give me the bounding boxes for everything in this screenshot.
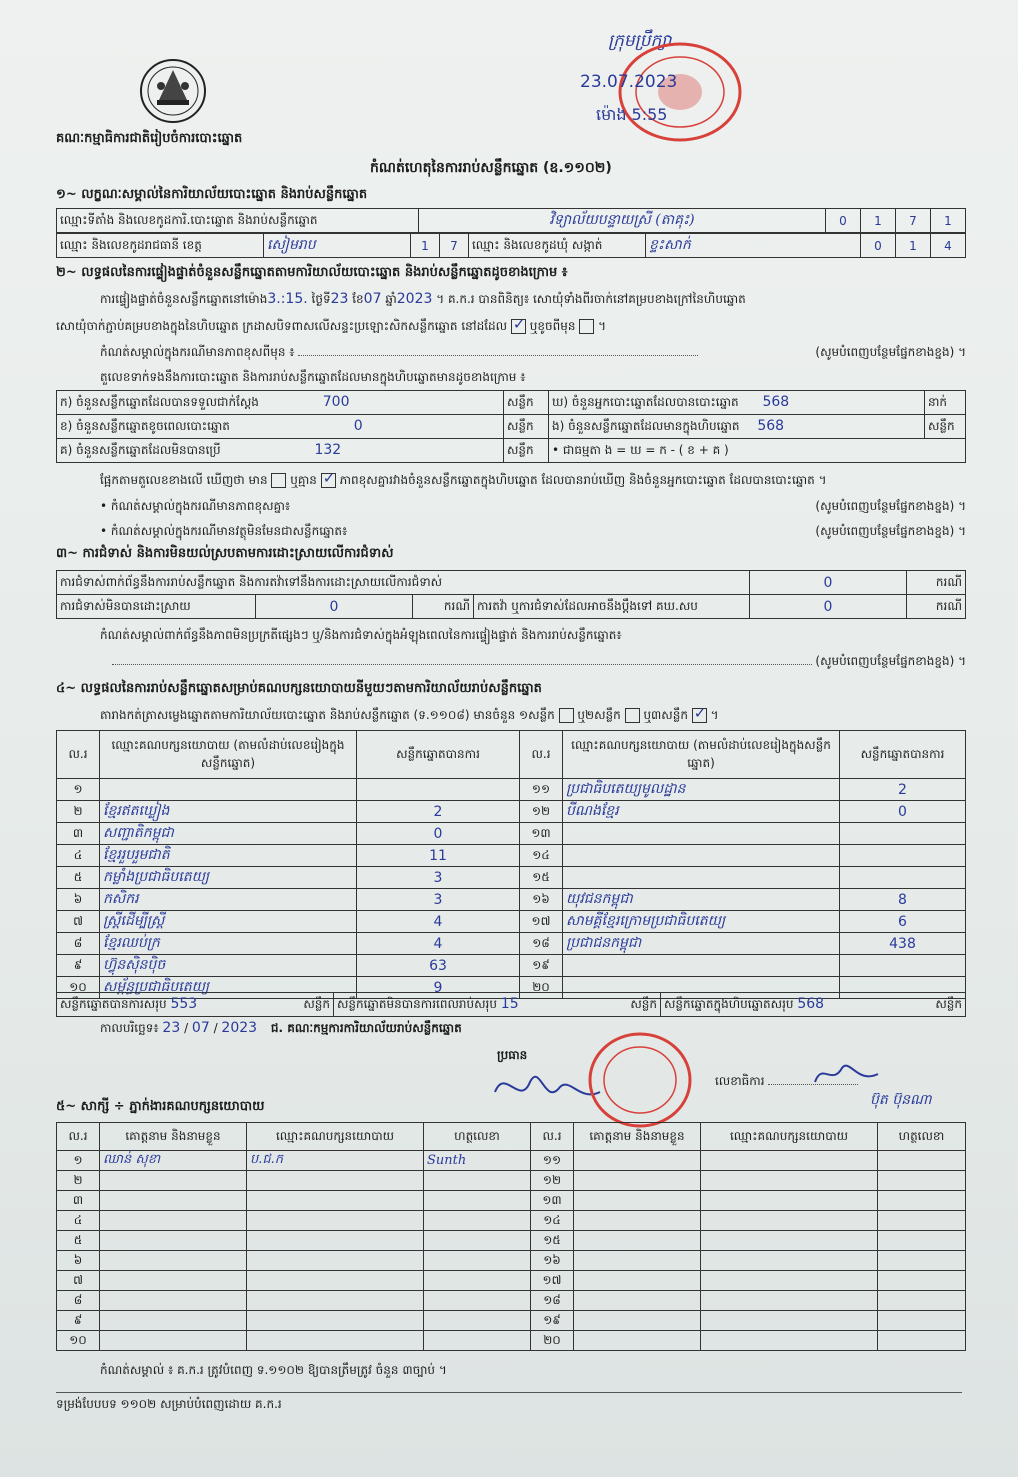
party-name: កម្លាំងប្រជាធិបតេយ្យ [100, 867, 357, 889]
unresolved-unit: ករណី [413, 595, 474, 619]
witness-no: ១៥ [531, 1231, 574, 1251]
wit-col-name-right: គោត្តនាម និងនាមខ្លួន [574, 1123, 701, 1151]
two-sheets-checkbox[interactable] [625, 708, 640, 723]
witness-no: ៤ [57, 1211, 100, 1231]
total-invalid-value: 15 [500, 995, 519, 1012]
witness-row [57, 1171, 966, 1191]
in-box-value: 568 [757, 417, 785, 434]
witness-name [100, 1251, 247, 1271]
party-no: ៣ [57, 823, 100, 845]
witness-name [574, 1151, 701, 1171]
verification-line1 [100, 291, 970, 309]
party-votes: 4 [357, 911, 520, 933]
party-no: ១៦ [520, 889, 563, 911]
appeal-unit: ករណី [907, 595, 966, 619]
section4-heading: ៤~ លទ្ធផលនៃការរាប់សន្លឹកឆ្នោតសម្រាប់គណបក្សនយោបាយនីមួយៗតាមការិយាល័យរាប់សន្លឹកឆ្នោត [56, 681, 542, 696]
party-votes: 9 [357, 977, 520, 999]
witness-no: ៩ [57, 1311, 100, 1331]
verification-year-label: ឆ្នាំ [385, 292, 397, 306]
unresolved-label: ការជំទាស់មិនបានដោះស្រាយ [57, 595, 256, 619]
verification-text: ។ គ.ក.រ បានពិនិត្យ៖ សោយុំទាំងពីរចាក់នៅគម្របខាងក្រៅនៃហិបឆ្នោត [436, 292, 746, 306]
province-code-2: 7 [440, 234, 469, 258]
one-sheet-checkbox[interactable] [559, 708, 574, 723]
verification-day-label: ថ្ងៃទី [311, 292, 331, 306]
witness-no: ១ [57, 1151, 100, 1171]
total-valid-value: 553 [170, 995, 198, 1012]
witness-signature [424, 1271, 531, 1291]
party-votes: 11 [357, 845, 520, 867]
col-party-right: ឈ្មោះគណបក្សនយោបាយ (តាមលំដាប់លេខរៀងក្នុងសន្លឹកឆ្នោត) [563, 731, 840, 779]
party-row [57, 801, 966, 823]
witness-signature [878, 1171, 966, 1191]
witness-no: ១៨ [531, 1291, 574, 1311]
province-value: សៀមរាប [264, 234, 411, 258]
secretary-name: ប៊ុត ប៊ុនណា [870, 1092, 932, 1108]
party-no: ១ [57, 779, 100, 801]
party-no: ១៤ [520, 845, 563, 867]
party-votes: 2 [357, 801, 520, 823]
verification-time: 3.:15. [267, 291, 308, 307]
party-name: សាមគ្គីខ្មែរក្រោមប្រជាធិបតេយ្យ [563, 911, 840, 933]
witness-party [247, 1191, 424, 1211]
two-sheets-label: ឬ២សន្លឹក [577, 708, 621, 722]
party-row [57, 867, 966, 889]
verification-day: 23 [330, 291, 349, 307]
witness-no: ២ [57, 1171, 100, 1191]
signing-date-label: កាលបរិច្ឆេទ៖ [100, 1021, 159, 1035]
witness-no: ៨ [57, 1291, 100, 1311]
col-votes-right: សន្លឹកឆ្នោតបានការ [840, 731, 966, 779]
party-no: ១៨ [520, 933, 563, 955]
witness-no: ១៩ [531, 1311, 574, 1331]
party-no: ៩ [57, 955, 100, 977]
committee-label: ជ. គណៈកម្មការការិយាល័យរាប់សន្លឹកឆ្នោត [270, 1021, 462, 1035]
in-box-label: ង) ចំនួនសន្លឹកឆ្នោតដែលមានក្នុងហិបឆ្នោត [552, 418, 740, 433]
document-title: កំណត់ហេតុនៃការរាប់សន្លឹកឆ្នោត (ឧ.១១០២) [370, 160, 612, 176]
witness-name [100, 1171, 247, 1191]
col-no-right: ល.រ [520, 731, 563, 779]
section3-heading: ៣~ ការជំទាស់ និងការមិនយល់ស្របតាមការដោះស្រាយលើការជំទាស់ [56, 546, 394, 561]
party-name [563, 955, 840, 977]
witness-no: ៥ [57, 1231, 100, 1251]
witness-name [100, 1191, 247, 1211]
formula: • ជាធម្មតា ង = ឃ = ក - ( ខ + គ ) [549, 439, 966, 463]
party-votes: 8 [840, 889, 966, 911]
appeal-label: ការតវ៉ា ឬការជំទាស់ដែលអាចនឹងប្តឹងទៅ គឃ.សប [474, 595, 750, 619]
witness-name [574, 1271, 701, 1291]
irregularity-fill [56, 653, 966, 671]
witness-signature [424, 1291, 531, 1311]
witness-signature [878, 1231, 966, 1251]
party-votes: 63 [357, 955, 520, 977]
witness-signature [424, 1311, 531, 1331]
witness-party [701, 1311, 878, 1331]
witness-name [100, 1291, 247, 1311]
location-label: ឈ្មោះទីតាំង និងលេខកូដការិ.បោះឆ្នោត និងរាប់សន្លឹកឆ្នោត [57, 209, 419, 233]
received-value: 700 [322, 393, 350, 410]
party-votes: 0 [840, 801, 966, 823]
committee-stamp-icon [585, 1030, 695, 1130]
verification-time-label: ការផ្ទៀងផ្ទាត់ចំនួនសន្លឹកឆ្នោតនៅម៉ោង [100, 292, 268, 306]
party-votes: 3 [357, 889, 520, 911]
party-name: ខ្មែររួបរួមជាតិ [100, 845, 357, 867]
witness-signature [878, 1331, 966, 1351]
wit-col-sig-left: ហត្ថលេខា [424, 1123, 531, 1151]
appeal-value: 0 [750, 595, 907, 619]
col-votes-left: សន្លឹកឆ្នោតបានការ [357, 731, 520, 779]
org-name: គណៈកម្មាធិការជាតិរៀបចំការបោះឆ្នោត [56, 131, 243, 146]
voters-value: 568 [762, 393, 790, 410]
three-sheets-label: ឬ៣សន្លឹក [643, 708, 688, 722]
nec-emblem-icon [137, 56, 209, 126]
unused-unit: សន្លឹក [504, 439, 549, 463]
witness-name [574, 1171, 701, 1191]
location-value: វិទ្យាល័យបន្ទាយស្រី (តាគុះ) [419, 209, 826, 233]
witness-party [701, 1191, 878, 1211]
no-difference-checkbox[interactable] [321, 473, 336, 488]
spoiled-value: 0 [353, 417, 363, 434]
witness-party [701, 1151, 878, 1171]
witness-no: ១៦ [531, 1251, 574, 1271]
party-name: ស្ត្រីដើម្បីស្ត្រី [100, 911, 357, 933]
witness-party [247, 1251, 424, 1271]
witness-no: ១៧ [531, 1271, 574, 1291]
party-row [57, 933, 966, 955]
received-unit: សន្លឹក [504, 391, 549, 415]
witness-name [574, 1311, 701, 1331]
witness-note: កំណត់សម្គាល់ ៖ គ.ក.រ ត្រូវបំពេញ ទ.១១០២ ឱ្យបានត្រឹមត្រូវ ចំនួន ៣ច្បាប់ ។ [100, 1363, 447, 1377]
total-box-label: សន្លឹកឆ្នោតក្នុងហិបឆ្នោតសរុប [664, 996, 794, 1011]
witness-signature [424, 1331, 531, 1351]
party-votes [840, 867, 966, 889]
secretary-label: លេខាធិការ [715, 1074, 765, 1088]
in-box-unit: សន្លឹក [925, 415, 966, 439]
party-votes [840, 845, 966, 867]
party-name: ខ្មែរឥតឃ្លៀង [100, 801, 357, 823]
witness-name [574, 1211, 701, 1231]
witness-row [57, 1251, 966, 1271]
witness-no: ១១ [531, 1151, 574, 1171]
witness-name [574, 1231, 701, 1251]
commune-code-2: 1 [896, 234, 931, 258]
spoiled-unit: សន្លឹក [504, 415, 549, 439]
witness-table [56, 1122, 966, 1351]
witness-party [247, 1171, 424, 1191]
witness-row [57, 1151, 966, 1171]
witness-no: ២០ [531, 1331, 574, 1351]
section2-heading: ២~ លទ្ធផលនៃការផ្ទៀងផ្ទាត់ចំនួនសន្លឹកឆ្នោតតាមការិយាល័យបោះឆ្នោត និងរាប់សន្លឹកឆ្នោតដូចខាងក្រោម ៖ [56, 265, 568, 280]
witness-name [100, 1331, 247, 1351]
verification-year: 2023 [396, 291, 433, 307]
witness-party: ប.ជ.ក [247, 1151, 424, 1171]
witness-row [57, 1271, 966, 1291]
wit-col-sig-right: ហត្ថលេខា [878, 1123, 966, 1151]
witness-party [701, 1331, 878, 1351]
location-table [56, 208, 966, 233]
signing-year: 2023 [221, 1020, 258, 1036]
witness-no: ៦ [57, 1251, 100, 1271]
commune-label: ឈ្មោះ និងលេខកូដឃុំ សង្កាត់ [469, 234, 646, 258]
party-row [57, 955, 966, 977]
commune-code-3: 4 [931, 234, 966, 258]
witness-row [57, 1311, 966, 1331]
section5-heading: ៥~ សាក្សី ÷ ភ្នាក់ងារគណបក្សនយោបាយ [56, 1099, 265, 1114]
party-no: ៤ [57, 845, 100, 867]
party-row [57, 889, 966, 911]
witness-no: ១២ [531, 1171, 574, 1191]
party-no: ៨ [57, 933, 100, 955]
wit-col-no-right: ល.រ [531, 1123, 574, 1151]
bullet-difference-label: • កំណត់សម្គាល់ក្នុងករណីមានភាពខុសគ្នា៖ [100, 499, 291, 513]
location-code-3: 7 [896, 209, 931, 233]
witness-row [57, 1331, 966, 1351]
total-valid-label: សន្លឹកឆ្នោតបានការសរុប [60, 996, 167, 1011]
col-no-left: ល.រ [57, 731, 100, 779]
tally-sheet-text: តារាងកត់ត្រាសម្លេងឆ្នោតតាមការិយាល័យបោះឆ្នោត និងរាប់សន្លឹកឆ្នោត (ទ.១១០៨) មានចំនួន ១សន្លឹក [100, 708, 555, 722]
witness-party [701, 1291, 878, 1311]
stamp-handwriting-top: ក្រុមប្រឹក្សា [608, 31, 672, 51]
party-row [57, 911, 966, 933]
secretary-signature-icon [812, 1060, 882, 1088]
witness-name [100, 1311, 247, 1331]
location-code-4: 1 [931, 209, 966, 233]
witness-row [57, 1231, 966, 1251]
province-table [56, 233, 966, 258]
party-name: កសិករ [100, 889, 357, 911]
bullet-foreign [100, 523, 966, 541]
compare-has-label: ផ្អែកតាមតួលេខខាងលើ ឃើញថា មាន [100, 473, 268, 487]
party-no: ១៩ [520, 955, 563, 977]
bullet-difference-fill: (សូមបំពេញបន្ថែមផ្នែកខាងខ្នង) ។ [815, 499, 966, 513]
received-label: ក) ចំនួនសន្លឹកឆ្នោតដែលបានទទួលជាក់ស្តែង [60, 394, 259, 409]
difference-note-fill: (សូមបំពេញបន្ថែមផ្នែកខាងខ្នង) ។ [815, 345, 966, 359]
witness-signature [424, 1211, 531, 1231]
party-no: ៥ [57, 867, 100, 889]
party-name: យុវជនកម្ពុជា [563, 889, 840, 911]
witness-signature [878, 1151, 966, 1171]
party-results-table [56, 730, 966, 999]
party-row [57, 823, 966, 845]
voters-unit: នាក់ [925, 391, 966, 415]
party-votes [357, 779, 520, 801]
verification-month: 07 [363, 291, 382, 307]
witness-name [574, 1291, 701, 1311]
witness-signature [424, 1231, 531, 1251]
witness-signature: Sunth [424, 1151, 531, 1171]
has-difference-checkbox[interactable] [271, 473, 286, 488]
witness-party [247, 1271, 424, 1291]
witness-name [100, 1211, 247, 1231]
witness-signature [424, 1191, 531, 1211]
commune-code-1: 0 [861, 234, 896, 258]
intact-checkbox[interactable] [511, 319, 526, 334]
objection-unit: ករណី [907, 571, 966, 595]
damaged-checkbox[interactable] [579, 319, 594, 334]
compare-text: ភាពខុសគ្នារវាងចំនួនសន្លឹកឆ្នោតក្នុងហិបឆ្នោត ដែលបានរាប់ឃើញ និងចំនួនអ្នកបោះឆ្នោត ដែលបានបោះឆ្នោត ។ [339, 473, 827, 487]
ballot-count-table [56, 390, 966, 463]
witness-party [701, 1231, 878, 1251]
party-votes [840, 955, 966, 977]
footer-rule [56, 1392, 962, 1393]
totals-table [56, 992, 966, 1017]
party-name [563, 845, 840, 867]
signing-month: 07 [191, 1020, 210, 1036]
witness-name: ឈាន់ សុខា [100, 1151, 247, 1171]
party-votes [840, 823, 966, 845]
party-votes: 4 [357, 933, 520, 955]
witness-party [701, 1211, 878, 1231]
party-no: ១៧ [520, 911, 563, 933]
party-name: បីណងខ្មែរ [563, 801, 840, 823]
wit-col-party-left: ឈ្មោះគណបក្សនយោបាយ [247, 1123, 424, 1151]
three-sheets-checkbox[interactable] [692, 708, 707, 723]
total-box-unit: សន្លឹក [935, 996, 962, 1011]
compare-line [100, 472, 827, 490]
bullet-foreign-fill: (សូមបំពេញបន្ថែមផ្នែកខាងខ្នង) ។ [815, 524, 966, 538]
total-box-value: 568 [797, 995, 825, 1012]
party-name [563, 867, 840, 889]
witness-no: ១៣ [531, 1191, 574, 1211]
party-no: ១៣ [520, 823, 563, 845]
compare-none-label: ឬគ្មាន [290, 473, 317, 487]
footer-text: ទម្រង់បែបបទ ១១០២ សម្រាប់បំពេញដោយ គ.ក.រ [56, 1397, 282, 1411]
party-no: ២ [57, 801, 100, 823]
witness-party [247, 1211, 424, 1231]
chair-label: ប្រធាន [497, 1048, 528, 1062]
witness-signature [878, 1211, 966, 1231]
commune-value: ខ្ទះសាក់ [646, 234, 861, 258]
party-no: ៦ [57, 889, 100, 911]
party-votes: 6 [840, 911, 966, 933]
witness-party [701, 1171, 878, 1191]
objection-label: ការជំទាស់ពាក់ព័ន្ធនឹងការរាប់សន្លឹកឆ្នោត និងការតវ៉ាទៅនឹងការដោះស្រាយលើការជំទាស់ [57, 571, 750, 595]
witness-signature [878, 1191, 966, 1211]
witness-name [100, 1271, 247, 1291]
objection-value: 0 [750, 571, 907, 595]
total-invalid-unit: សន្លឹក [630, 996, 657, 1011]
party-name: សម្ព័ន្ធប្រជាធិបតេយ្យ [100, 977, 357, 999]
witness-no: ១០ [57, 1331, 100, 1351]
witness-no: ១៤ [531, 1211, 574, 1231]
party-name: ប្រជាធិបតេយ្យមូលដ្ឋាន [563, 779, 840, 801]
bullet-foreign-label: • កំណត់សម្គាល់ក្នុងករណីមានវត្ថុមិនមែនជាសន្លឹកឆ្នោត៖ [100, 524, 348, 538]
witness-no: ៣ [57, 1191, 100, 1211]
witness-signature [878, 1271, 966, 1291]
party-row [57, 779, 966, 801]
spoiled-label: ខ) ចំនួនសន្លឹកឆ្នោតខូចពេលបោះឆ្នោត [60, 418, 230, 433]
wit-col-party-right: ឈ្មោះគណបក្សនយោបាយ [701, 1123, 878, 1151]
witness-party [701, 1251, 878, 1271]
party-no: ១២ [520, 801, 563, 823]
witness-name [574, 1331, 701, 1351]
total-valid-unit: សន្លឹក [303, 996, 330, 1011]
party-votes: 0 [357, 823, 520, 845]
voters-label: ឃ) ចំនួនអ្នកបោះឆ្នោតដែលបានបោះឆ្នោត [552, 394, 739, 409]
irregularity-note: កំណត់សម្គាល់ពាក់ព័ន្ធនឹងភាពមិនប្រក្រតីផ្សេងៗ ឬ/និងការជំទាស់ក្នុងអំឡុងពេលនៃការផ្ទៀងផ្ទាត់ និងការរាប់សន្លឹកឆ្នោត៖ [100, 628, 622, 642]
col-party-left: ឈ្មោះគណបក្សនយោបាយ (តាមលំដាប់លេខរៀងក្នុងសន្លឹកឆ្នោត) [100, 731, 357, 779]
witness-name [100, 1231, 247, 1251]
official-stamp-icon [612, 40, 742, 145]
verification-line2: សោយុំចាក់ភ្ជាប់គម្របខាងក្នុងនៃហិបឆ្នោត ក្រដាសបិទពាសលើសន្ទះប្រឡោះសិកសន្លឹកឆ្នោត នៅដដែល ✓ ឬខូចពីមុន ។ [56, 318, 606, 336]
difference-note [100, 344, 966, 362]
section1-heading: ១~ លក្ខណៈសម្គាល់នៃការិយាល័យបោះឆ្នោត និងរាប់សន្លឹកឆ្នោត [56, 187, 368, 202]
witness-party [247, 1231, 424, 1251]
stamp-date: 23.07.2023 [580, 72, 678, 92]
table-intro: តួលេខទាក់ទងនឹងការបោះឆ្នោត និងការរាប់សន្លឹកឆ្នោតដែលមានក្នុងហិបឆ្នោតមានដូចខាងក្រោម ៖ [100, 370, 526, 384]
bullet-difference [100, 498, 966, 516]
witness-row [57, 1291, 966, 1311]
party-name [100, 779, 357, 801]
witness-row [57, 1211, 966, 1231]
province-code-1: 1 [411, 234, 440, 258]
damaged-label: ឬខូចពីមុន [529, 319, 576, 333]
witness-row [57, 1191, 966, 1211]
witness-signature [878, 1291, 966, 1311]
location-code-1: 0 [826, 209, 861, 233]
total-invalid-label: សន្លឹកឆ្នោតមិនបានការពេលរាប់សរុប [337, 996, 497, 1011]
stamp-time: ម៉ោង 5:55 [596, 105, 668, 124]
party-votes: 438 [840, 933, 966, 955]
party-name: សញ្ជាតិកម្ពុជា [100, 823, 357, 845]
irregularity-fill-text: (សូមបំពេញបន្ថែមផ្នែកខាងខ្នង) ។ [815, 654, 966, 668]
location-code-2: 1 [861, 209, 896, 233]
verification-month-label: ខែ [352, 292, 364, 306]
difference-note-label: កំណត់សម្គាល់ក្នុងករណីមានភាពខុសពីមុន ៖ [100, 345, 295, 359]
witness-party [247, 1291, 424, 1311]
witness-name [574, 1251, 701, 1271]
witness-party [247, 1311, 424, 1331]
witness-signature [424, 1251, 531, 1271]
signing-date-line: កាលបរិច្ឆេទ៖ 23 / 07 / 2023 ជ. គណៈកម្មការការិយាល័យរាប់សន្លឹកឆ្នោត [100, 1020, 462, 1036]
witness-party [701, 1271, 878, 1291]
party-votes: 2 [840, 779, 966, 801]
witness-signature [878, 1251, 966, 1271]
witness-party [247, 1331, 424, 1351]
tally-sheet-line: តារាងកត់ត្រាសម្លេងឆ្នោតតាមការិយាល័យបោះឆ្នោត និងរាប់សន្លឹកឆ្នោត (ទ.១១០៨) មានចំនួន ១សន្លឹក ឬ២សន្លឹក ឬ៣សន្លឹក ✓ ។ [100, 707, 719, 725]
party-no: ៧ [57, 911, 100, 933]
signing-day: 23 [162, 1020, 181, 1036]
unused-value: 132 [314, 441, 342, 458]
party-no: ១០ [57, 977, 100, 999]
party-name: ខ្មែរឈប់ក្រ [100, 933, 357, 955]
unresolved-value: 0 [256, 595, 413, 619]
party-name: ហ៊្វុនស៊ិនប៉ិច [100, 955, 357, 977]
wit-col-name-left: គោត្តនាម និងនាមខ្លួន [100, 1123, 247, 1151]
objection-table [56, 570, 966, 619]
party-votes: 3 [357, 867, 520, 889]
seal-intact-text: សោយុំចាក់ភ្ជាប់គម្របខាងក្នុងនៃហិបឆ្នោត ក្រដាសបិទពាសលើសន្ទះប្រឡោះសិកសន្លឹកឆ្នោត នៅដដែល [56, 319, 508, 333]
party-no: ២០ [520, 977, 563, 999]
party-name [563, 823, 840, 845]
unused-label: គ) ចំនួនសន្លឹកឆ្នោតដែលមិនបានប្រើ [60, 442, 221, 457]
witness-signature [424, 1171, 531, 1191]
party-name: ប្រជាជនកម្ពុជា [563, 933, 840, 955]
witness-no: ៧ [57, 1271, 100, 1291]
party-no: ១១ [520, 779, 563, 801]
wit-col-no-left: ល.រ [57, 1123, 100, 1151]
witness-name [574, 1191, 701, 1211]
province-label: ឈ្មោះ និងលេខកូដរាជធានី ខេត្ត [57, 234, 264, 258]
party-no: ១៥ [520, 867, 563, 889]
party-row [57, 845, 966, 867]
witness-signature [878, 1311, 966, 1331]
